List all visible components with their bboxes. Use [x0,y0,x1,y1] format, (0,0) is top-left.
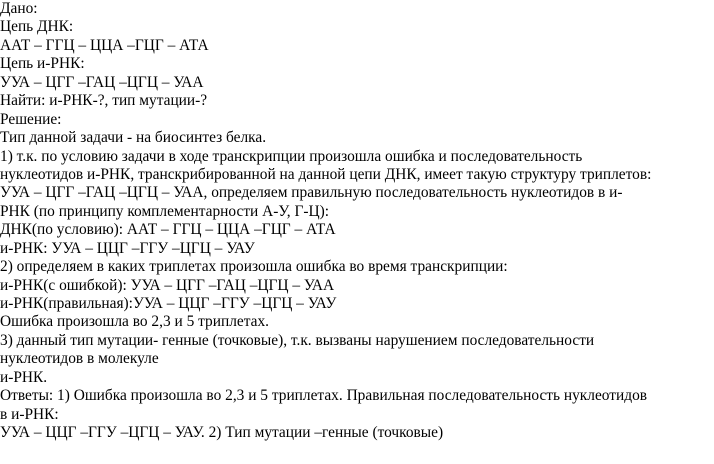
task-type-line: Тип данной задачи - на биосинтез белка. [0,129,267,147]
mrna-chain-sequence: УУА – ЦГГ –ГАЦ –ЦГЦ – УАА [0,73,204,91]
find-line: Найти: и-РНК-?, тип мутации-? [0,92,208,110]
mrna-chain-label: Цепь и-РНК: [0,55,85,73]
answers-line-3: УУА – ЦЦГ –ГГУ –ЦГЦ – УАУ. 2) Тип мутации –генные (точковые) [0,424,444,442]
mrna-error-line: и-РНК(с ошибкой): УУА – ЦГГ –ГАЦ –ЦГЦ – УАА [0,276,335,294]
step1-line-4: РНК (по принципу комплементарности А-У, Г-Ц): [0,202,329,220]
step1-line-1: 1) т.к. по условию задачи в ходе транскрипции произошла ошибка и последовательность [0,147,583,165]
step3-line-1: 3) данный тип мутации- генные (точковые), т.к. вызваны нарушением последовательности [0,331,595,349]
step3-line-3: и-РНК. [0,368,48,386]
mrna-right-line: и-РНК(правильная):УУА – ЦЦГ –ГГУ –ЦГЦ – УАУ [0,295,337,312]
step1-line-3: УУА – ЦГГ –ГАЦ –ЦГЦ – УАА, определяем правильную последовательность нуклеотидов в и- [0,184,623,202]
error-triplets-line: Ошибка произошла во 2,3 и 5 триплетах. [0,313,270,331]
mrna-correct-line: и-РНК: УУА – ЦЦГ –ГГУ –ЦГЦ – УАУ [0,239,255,257]
step2-line: 2) определяем в каких триплетах произошла ошибка во время транскрипции: [0,258,508,276]
heading-given: Дано: [0,0,38,17]
answers-line-2: в и-РНК: [0,405,59,423]
answers-line-1: Ответы: 1) Ошибка произошла во 2,3 и 5 триплетах. Правильная последовательность нуклеотидов [0,387,648,405]
step1-line-2: нуклеотидов и-РНК, транскрибированной на данной цепи ДНК, имеет такую структуру триплетов: [0,165,652,183]
step3-line-2: нуклеотидов в молекуле [0,350,159,368]
heading-solution: Решение: [0,110,62,128]
dna-chain-label: Цепь ДНК: [0,18,74,36]
dna-condition-line: ДНК(по условию): ААТ – ГГЦ – ЦЦА –ГЦГ – АТА [0,221,336,239]
dna-chain-sequence: ААТ – ГГЦ – ЦЦА –ГЦГ – АТА [0,36,209,54]
